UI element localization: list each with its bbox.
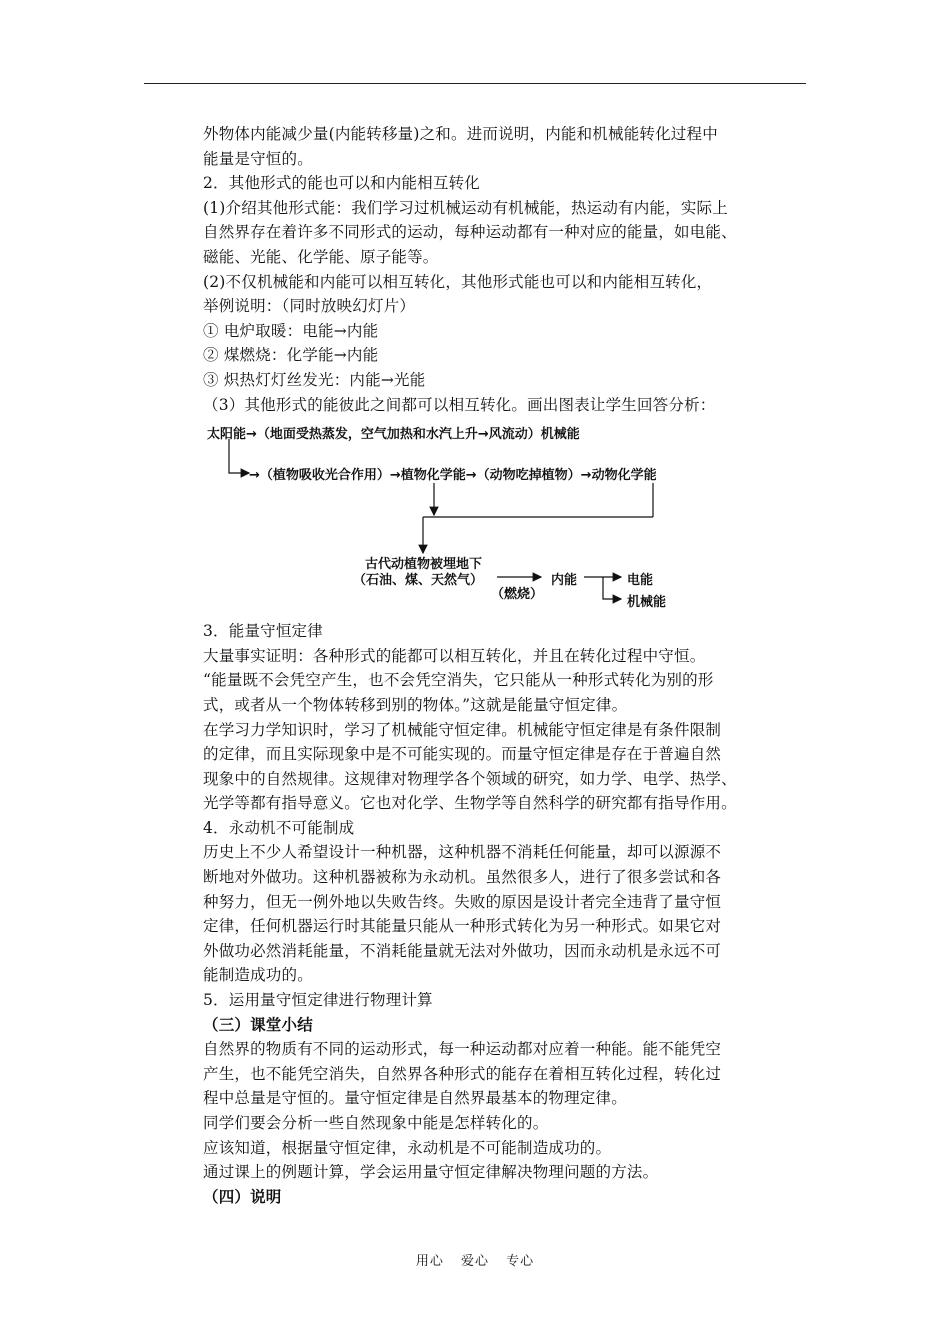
text-line: 大量事实证明：各种形式的能都可以相互转化，并且在转化过程中守恒。 — [203, 646, 706, 665]
text-line: (2)不仅机械能和内能可以相互转化，其他形式能也可以和内能相互转化， — [203, 272, 713, 291]
text-line: 自然界存在着许多不同形式的运动，每种运动都有一种对应的能量，如电能、 — [203, 223, 737, 242]
text-line: 断地对外做功。这种机器被称为永动机。虽然很多人，进行了很多尝试和各 — [203, 868, 722, 887]
section-heading: 4．永动机不可能制成 — [203, 818, 355, 837]
diagram-mechanical-energy: 机械能 — [627, 595, 667, 611]
text-line: 的定律，而且实际现象中是不可能实现的。而量守恒定律是存在于普遍自然 — [203, 745, 722, 764]
text-line: 外物体内能减少量(内能转移量)之和。进而说明，内能和机械能转化过程中 — [203, 125, 718, 143]
text-line: 定律，任何机器运行时其能量只能从一种形式转化为另一种形式。如果它对 — [203, 917, 722, 936]
text-line: 历史上不少人希望设计一种机器，这种机器不消耗任何能量，却可以源源不 — [203, 843, 722, 862]
example-item: ③ 炽热灯灯丝发光：内能→光能 — [203, 370, 426, 389]
text-line: 现象中的自然规律。这规律对物理学各个领域的研究，如力学、电学、热学、 — [203, 769, 737, 788]
text-line: （3）其他形式的能彼此之间都可以相互转化。画出图表让学生回答分析： — [203, 395, 716, 414]
document-body — [203, 122, 763, 1209]
text-line: 产生，也不能凭空消失，自然界各种形式的能存在着相互转化过程，转化过 — [203, 1064, 722, 1083]
header-rule — [144, 83, 806, 84]
text-line: 程中总量是守恒的。量守恒定律是自然界最基本的物理定律。 — [203, 1089, 627, 1108]
text-line: 种努力，但无一例外地以失败告终。失败的原因是设计者完全违背了量守恒 — [203, 892, 722, 911]
text-line: 能量是守恒的。 — [203, 149, 313, 168]
section-heading: 5．运用量守恒定律进行物理计算 — [203, 991, 433, 1010]
text-line: 能制造成功的。 — [203, 966, 313, 985]
summary-heading: （三）课堂小结 — [203, 1014, 313, 1034]
energy-conversion-diagram — [203, 419, 763, 617]
text-line: 光学等都有指导意义。它也对化学、生物学等自然科学的研究都有指导作用。 — [203, 794, 737, 813]
text-line: 在学习力学知识时，学习了机械能守恒定律。机械能守恒定律是有条件限制 — [203, 720, 722, 739]
text-line: 同学们要会分析一些自然现象中能是怎样转化的。 — [203, 1114, 549, 1132]
section-heading: 2．其他形式的能也可以和内能相互转化 — [203, 174, 480, 193]
text-line: 式，或者从一个物体转移到别的物体。”这就是能量守恒定律。 — [203, 695, 628, 714]
footer-word: 用心 — [415, 1254, 444, 1269]
text-line: “能量既不会凭空产生，也不会凭空消失，它只能从一种形式转化为别的形 — [203, 671, 714, 690]
footer-word: 专心 — [506, 1254, 535, 1269]
example-item: ① 电炉取暖：电能→内能 — [203, 321, 379, 340]
text-line: 磁能、光能、化学能、原子能等。 — [203, 247, 439, 266]
section-heading: 3．能量守恒定律 — [203, 622, 323, 641]
text-line: 自然界的物质有不同的运动形式，每一种运动都对应着一种能。能不能凭空 — [203, 1040, 722, 1059]
diagram-row-solar: 太阳能→（地面受热蒸发，空气加热和水汽上升→风流动）机械能 — [207, 427, 580, 443]
diagram-electric-energy: 电能 — [627, 573, 654, 589]
text-line: 外做功必然消耗能量，不消耗能量就无法对外做功，因而永动机是永远不可 — [203, 941, 722, 960]
diagram-internal-energy: 内能 — [551, 573, 578, 589]
diagram-fossil-label: 古代动植物被埋地下 — [365, 557, 483, 573]
diagram-fossil-fuels: （石油、煤、天然气） — [353, 573, 484, 589]
text-line: 通过课上的例题计算，学会运用量守恒定律解决物理问题的方法。 — [203, 1163, 659, 1182]
example-item: ② 煤燃烧：化学能→内能 — [203, 346, 379, 365]
text-line: 举例说明：（同时放映幻灯片） — [203, 297, 416, 316]
diagram-row-plants: →（植物吸收光合作用）→植物化学能→（动物吃掉植物）→动物化学能 — [249, 468, 657, 484]
text-line: 应该知道，根据量守恒定律，永动机是不可能制造成功的。 — [203, 1138, 612, 1157]
diagram-burn-label: （燃烧） — [491, 587, 544, 603]
page-footer — [0, 1250, 950, 1269]
footer-word: 爱心 — [460, 1254, 489, 1269]
notes-heading: （四）说明 — [203, 1186, 282, 1206]
text-line: (1)介绍其他形式能：我们学习过机械运动有机械能，热运动有内能，实际上 — [203, 198, 728, 217]
